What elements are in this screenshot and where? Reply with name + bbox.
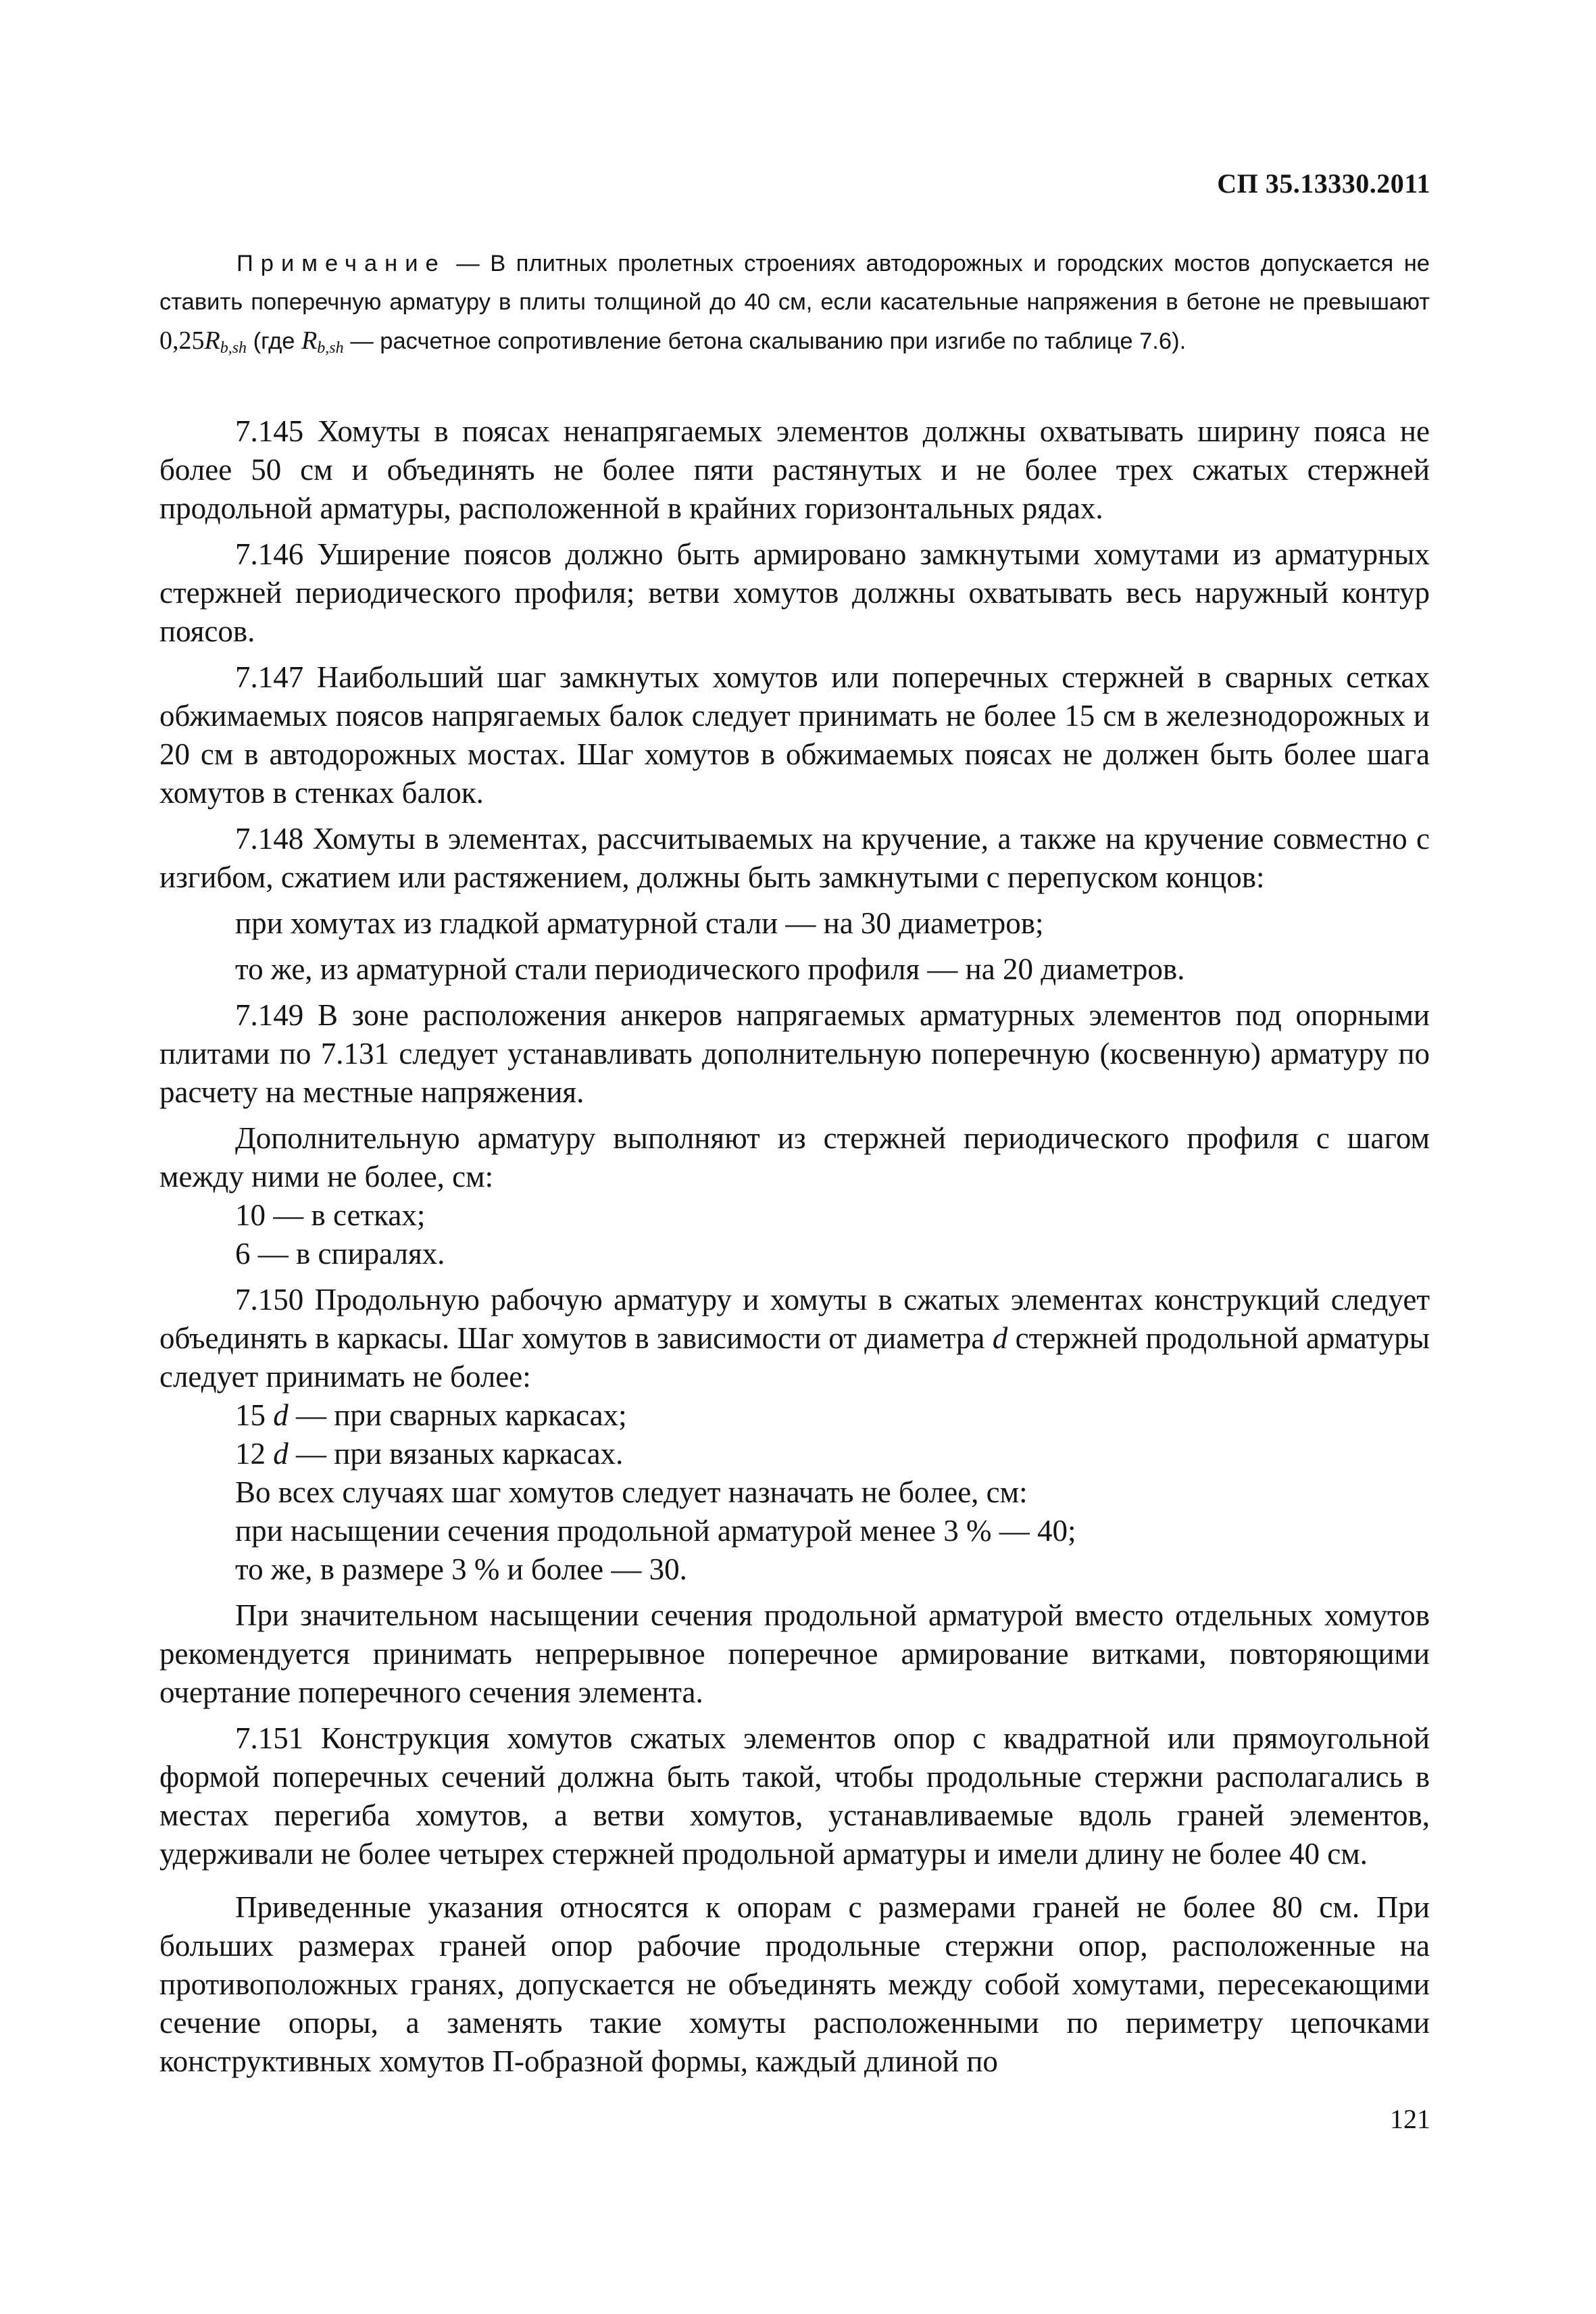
note-label: Примечание: [236, 251, 446, 276]
p7-150-d-d-symbol: d: [273, 1437, 289, 1471]
note-r-subscript-2: b,sh: [317, 339, 344, 357]
paragraph-7-149-b: Дополнительную арматуру выполняют из стержней периодического профиля с шагом между ними не более, см:: [159, 1121, 1430, 1193]
paragraph-7-150-e: Во всех случаях шаг хомутов следует назначать не более, см:: [235, 1475, 1028, 1509]
paragraph-7-149: 7.149 В зоне расположения анкеров напрягаемых арматурных элементов под опорными плитами по 7.131 следует устанавливать дополнительную поперечную (косвенную) арматуру по расчету на местные напряжения.: [159, 998, 1430, 1109]
paragraph-7-150: [159, 1281, 1430, 1396]
note-r-symbol-2: R: [301, 326, 318, 355]
note-text-b: (где: [247, 328, 302, 354]
note-formula: [159, 326, 247, 355]
page-number: 121: [1390, 2104, 1430, 2134]
paragraph-7-150-h: При значительном насыщении сечения продольной арматурой вместо отдельных хомутов рекомендуется принимать непрерывное поперечное армирование витками, повторяющими очертание поперечного сечения элемента.: [159, 1598, 1430, 1709]
paragraph-7-149-d: 6 — в спиралях.: [235, 1237, 445, 1271]
note-block: [159, 245, 1430, 361]
document-code: СП 35.13330.2011: [1217, 168, 1430, 199]
p7-150-c-text: — при сварных каркасах;: [288, 1398, 627, 1432]
paragraph-7-150-d: [159, 1435, 1430, 1473]
p7-150-c-d-symbol: d: [273, 1398, 289, 1432]
paragraph-7-150-f: при насыщении сечения продольной арматурой менее 3 % — 40;: [235, 1514, 1076, 1548]
paragraph-7-148-a: при хомутах из гладкой арматурной стали — на 30 диаметров;: [235, 906, 1044, 940]
paragraph-7-145: 7.145 Хомуты в поясах ненапрягаемых элементов должны охватывать ширину пояса не более 50 см и объединять не более пяти растянутых и не более трех сжатых стержней продольной арматуры, расположенной в крайних горизонтальных рядах.: [159, 414, 1430, 525]
note-dash: —: [445, 251, 491, 276]
p7-150-text-b: стержней продольной арматуры следует принимать не более:: [159, 1321, 1430, 1394]
p7-150-d-text: — при вязаных каркасах.: [288, 1437, 624, 1471]
paragraph-7-150-g: то же, в размере 3 % и более — 30.: [235, 1552, 687, 1586]
paragraph-7-151-b: Приведенные указания относятся к опорам с размерами граней не более 80 см. При больших размерах граней опор рабочие продольные стержни опор, расположенные на противоположных гранях, допускается не объединять между собой хомутами, пересекающими сечение опоры, а заменять такие хомуты расположенными по периметру цепочками конструктивных хомутов П-образной формы, каждый длиной по: [159, 1890, 1430, 2078]
note-formula-2: [301, 326, 344, 355]
note-text-c: — расчетное сопротивление бетона скалыванию при изгибе по таблице 7.6).: [343, 328, 1187, 354]
paragraph-7-148: 7.148 Хомуты в элементах, рассчитываемых на кручение, а также на кручение совместно с изгибом, сжатием или растяжением, должны быть замкнутыми с перепуском концов:: [159, 822, 1430, 894]
paragraph-7-148-b: то же, из арматурной стали периодического профиля — на 20 диаметров.: [235, 952, 1185, 986]
paragraph-7-149-c: 10 — в сетках;: [235, 1198, 426, 1232]
paragraph-7-147: 7.147 Наибольший шаг замкнутых хомутов или поперечных стержней в сварных сетках обжимаемых поясов напрягаемых балок следует принимать не более 15 см в железнодорожных и 20 см в автодорожных мостах. Шаг хомутов в обжимаемых поясах не должен быть более шага хомутов в стенках балок.: [159, 660, 1430, 810]
paragraph-7-150-c: [159, 1396, 1430, 1435]
body-text: [159, 412, 1430, 2081]
paragraph-7-146: 7.146 Уширение поясов должно быть армировано замкнутыми хомутами из арматурных стержней периодического профиля; ветви хомутов должны охватывать весь наружный контур поясов.: [159, 537, 1430, 648]
p7-150-d-num: 12: [235, 1437, 274, 1471]
note-coef: 0,25: [159, 326, 205, 355]
note-r-symbol: R: [204, 326, 220, 355]
p7-150-text-a: 7.150 Продольную рабочую арматуру и хомуты в сжатых элементах конструкций следует объединять в каркасы. Шаг хомутов в зависимости от диаметра: [159, 1283, 1430, 1355]
p7-150-c-num: 15: [235, 1398, 274, 1432]
note-text-a: В плитных пролетных строениях автодорожных и городских мостов допускается не ставить поперечную арматуру в плиты толщиной до 40 см, если касательные напряжения в бетоне не превышают: [159, 251, 1430, 315]
note-r-subscript: b,sh: [220, 339, 247, 357]
paragraph-7-151: 7.151 Конструкция хомутов сжатых элементов опор с квадратной или прямоугольной формой поперечных сечений должна быть такой, чтобы продольные стержни располагались в местах перегиба хомутов, а ветви хомутов, устанавливаемые вдоль граней элементов, удерживали не более четырех стержней продольной арматуры и имели длину не более 40 см.: [159, 1721, 1430, 1871]
p7-150-d-symbol: d: [992, 1321, 1008, 1355]
